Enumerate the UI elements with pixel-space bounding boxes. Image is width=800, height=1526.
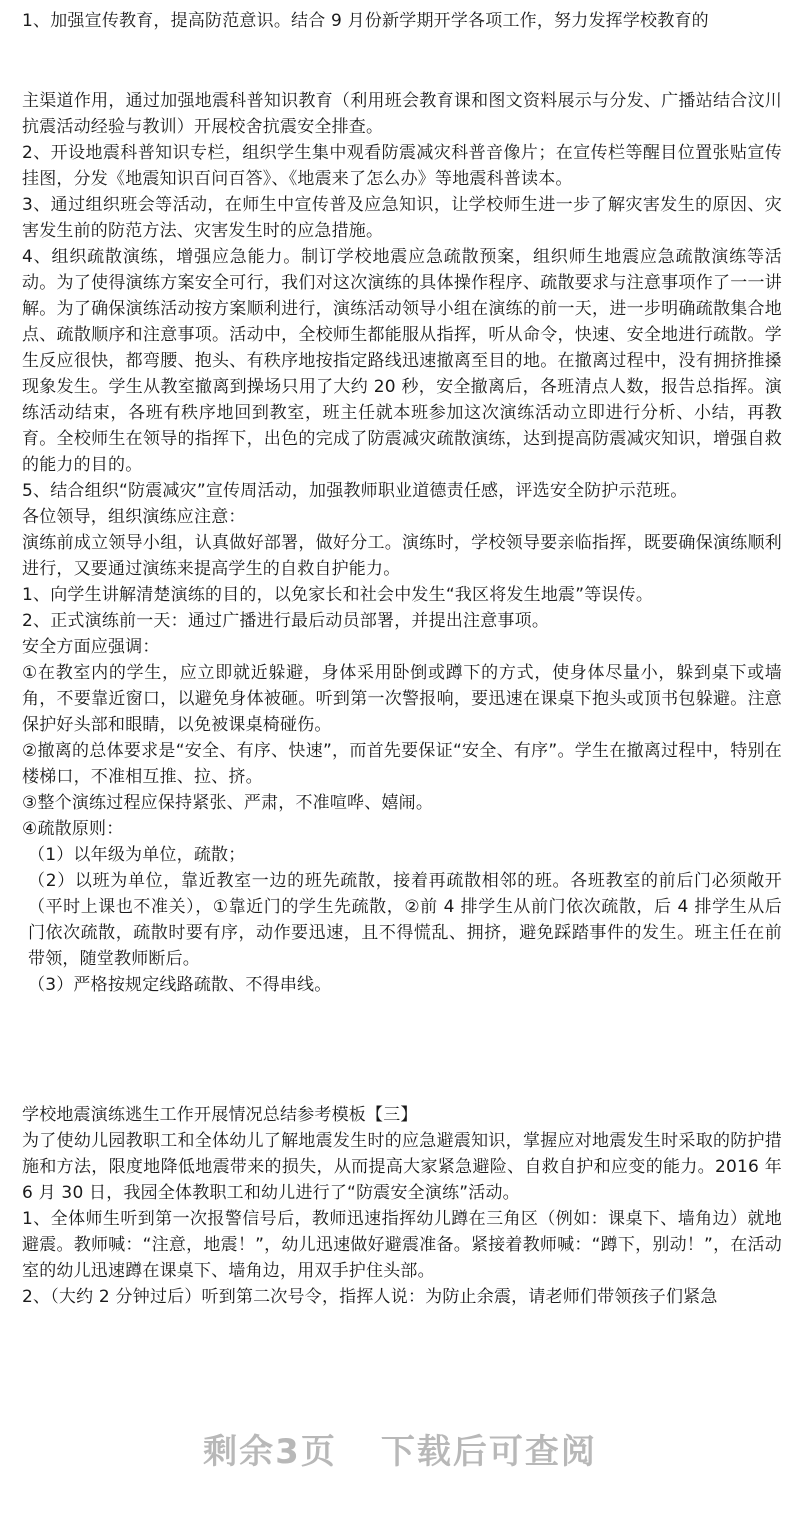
paragraph: （3）严格按规定线路疏散、不得串线。 [28, 975, 332, 995]
paragraph: 4、组织疏散演练，增强应急能力。制订学校地震应急疏散预案，组织师生地震应急疏散演练等活动。为了使得演练方案安全可行，我们对这次演练的具体操作程序、疏散要求与注意事项作了一一讲解。为了确保演练活动按方案顺利进行，演练活动领导小组在演练的前一天，进一步明确疏散集合地点、疏散顺序和注意事项。活动中，全校师生都能服从指挥，听从命令，快速、安全地进行疏散。学生反应很快，都弯腰、抱头、有秩序地按指定路线迅速撤离至目的地。在撤离过程中，没有拥挤推搡现象发生。学生从教室撤离到操场只用了大约 20 秒，安全撤离后，各班清点人数，报告总指挥。演练活动结束，各班有秩序地回到教室，班主任就本班参加这次演练活动立即进行分析、小结，再教育。全校师生在领导的指挥下，出色的完成了防震减灾疏散演练，达到提高防震减灾知识，增强自救的能力的目的。 [22, 247, 782, 475]
paragraph: 2、开设地震科普知识专栏，组织学生集中观看防震减灾科普音像片；在宣传栏等醒目位置张贴宣传挂图，分发《地震知识百问百答》、《地震来了怎么办》等地震科普读本。 [22, 143, 782, 189]
paragraph: ③整个演练过程应保持紧张、严肃，不准喧哗、嬉闹。 [22, 793, 434, 813]
paragraph: 2、正式演练前一天：通过广播进行最后动员部署，并提出注意事项。 [22, 611, 550, 631]
paragraph: 2、（大约 2 分钟过后）听到第二次号令，指挥人说：为防止余震，请老师们带领孩子们紧急 [22, 1287, 718, 1307]
paragraph: 3、通过组织班会等活动，在师生中宣传普及应急知识，让学校师生进一步了解灾害发生的原因、灾害发生前的防范方法、灾害发生时的应急措施。 [22, 195, 782, 241]
paragraph: ①在教室内的学生，应立即就近躲避，身体采用卧倒或蹲下的方式，使身体尽量小，躲到桌下或墙角，不要靠近窗口，以避免身体被砸。听到第一次警报响，要迅速在课桌下抱头或顶书包躲避。注意保护好头部和眼睛，以免被课桌椅碰伤。 [22, 663, 782, 735]
paragraph: 安全方面应强调： [22, 637, 160, 657]
section-title: 学校地震演练逃生工作开展情况总结参考模板【三】 [22, 1105, 418, 1125]
main-text-block [22, 88, 782, 998]
paragraph: 演练前成立领导小组，认真做好部署，做好分工。演练时，学校领导要亲临指挥，既要确保演练顺利进行，又要通过演练来提高学生的自救自护能力。 [22, 533, 782, 579]
section-three-block [22, 1102, 782, 1310]
download-to-read-label: 下载后可查阅 [380, 1432, 597, 1472]
paragraph: 1、向学生讲解清楚演练的目的，以免家长和社会中发生“我区将发生地震”等误传。 [22, 585, 654, 605]
paragraph: 为了使幼儿园教职工和全体幼儿了解地震发生时的应急避震知识，掌握应对地震发生时采取的防护措施和方法，限度地降低地震带来的损失，从而提高大家紧急避险、自救自护和应变的能力。2016 年 6 月 30 日，我园全体教职工和幼儿进行了“防震安全演练”活动。 [22, 1131, 782, 1203]
paragraph: ④疏散原则： [22, 819, 124, 839]
paragraph: （2）以班为单位，靠近教室一边的班先疏散，接着再疏散相邻的班。各班教室的前后门必须敞开（平时上课也不准关），①靠近门的学生先疏散，②前 4 排学生从前门依次疏散，后 4 排学生从后门依次疏散，疏散时要有序，动作要迅速，且不得慌乱、拥挤，避免踩踏事件的发生。班主任在前带领，随堂教师断后。 [28, 871, 782, 969]
paragraph: 1、加强宣传教育，提高防范意识。结合 9 月份新学期开学各项工作，努力发挥学校教育的 [22, 11, 709, 31]
paragraph: 各位领导，组织演练应注意： [22, 507, 246, 527]
download-prompt[interactable] [0, 1424, 800, 1473]
paragraph: 1、全体师生听到第一次报警信号后，教师迅速指挥幼儿蹲在三角区（例如：课桌下、墙角边）就地避震。教师喊：“注意，地震！”，幼儿迅速做好避震准备。紧接着教师喊：“蹲下，别动！”，在活动室的幼儿迅速蹲在课桌下、墙角边，用双手护住头部。 [22, 1209, 782, 1281]
remaining-pages-label: 剩余3页 [203, 1432, 337, 1472]
paragraph: 5、结合组织“防震减灾”宣传周活动，加强教师职业道德责任感，评选安全防护示范班。 [22, 481, 688, 501]
paragraph: （1）以年级为单位，疏散； [28, 845, 246, 865]
first-line-block [22, 8, 782, 34]
paragraph: 主渠道作用，通过加强地震科普知识教育（利用班会教育课和图文资料展示与分发、广播站结合汶川抗震活动经验与教训）开展校舍抗震安全排查。 [22, 91, 782, 137]
paragraph: ②撤离的总体要求是“安全、有序、快速”，而首先要保证“安全、有序”。学生在撤离过程中，特别在楼梯口，不准相互推、拉、挤。 [22, 741, 782, 787]
